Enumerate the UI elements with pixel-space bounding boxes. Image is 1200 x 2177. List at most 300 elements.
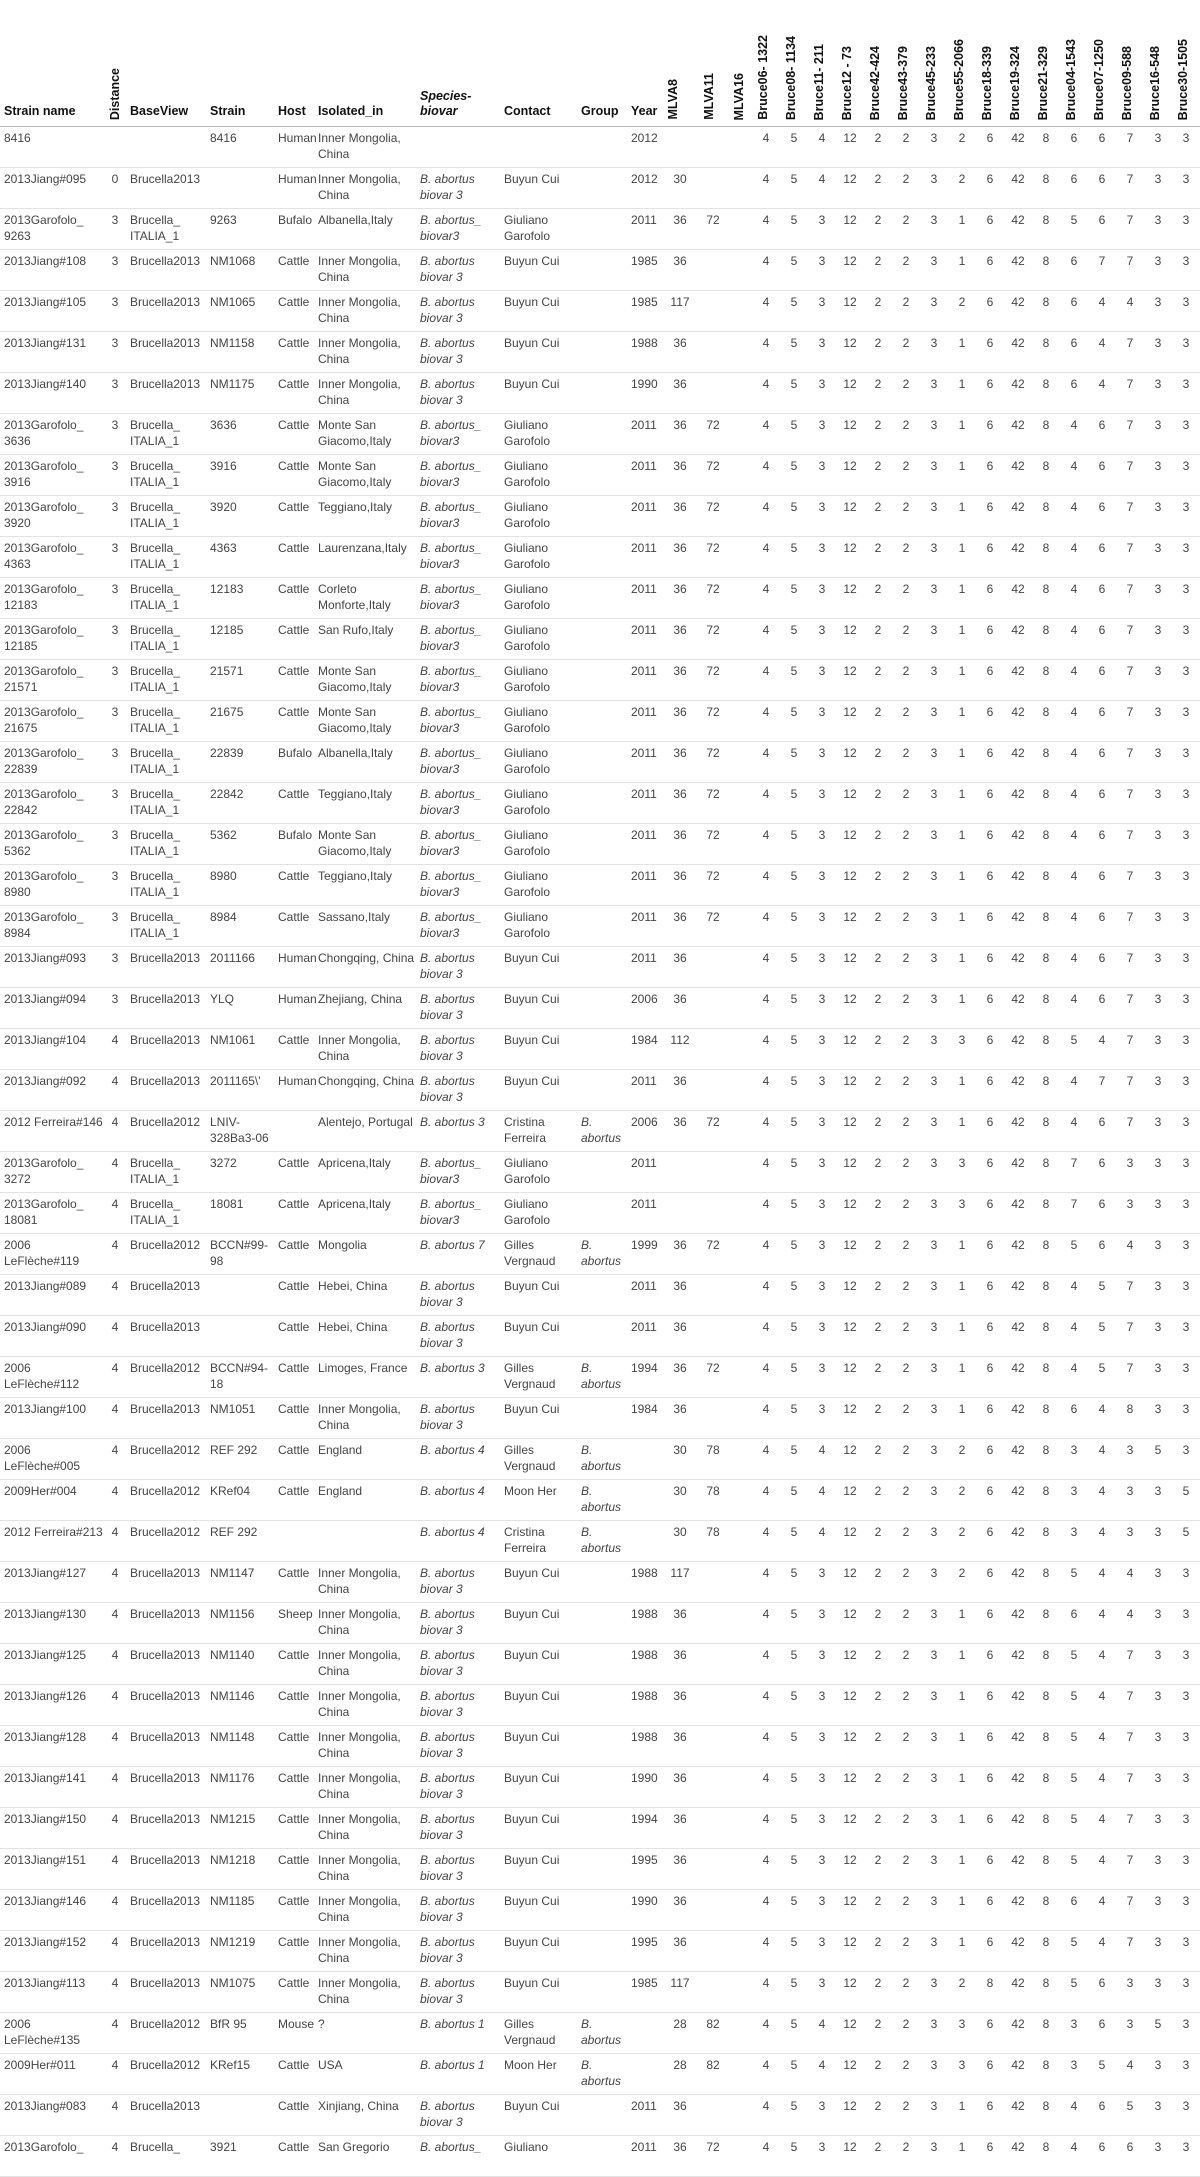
cell-locus-value: 6 — [1088, 988, 1116, 1029]
cell-locus-value: 12 — [836, 1603, 864, 1644]
cell-locus-value: 6 — [1088, 701, 1116, 742]
cell-locus-value: 4 — [808, 168, 836, 209]
cell-distance: 4 — [104, 1480, 126, 1521]
cell-locus-value: 2 — [892, 906, 920, 947]
cell-locus-value: 7 — [1116, 1070, 1144, 1111]
cell-locus-value: 42 — [1004, 1767, 1032, 1808]
cell-locus-value: 2 — [892, 1152, 920, 1193]
cell-locus-value: 5 — [1060, 1644, 1088, 1685]
cell-locus-value: 5 — [1144, 1439, 1172, 1480]
cell-host: Human — [274, 947, 314, 988]
cell-contact: Buyun Cui — [500, 2095, 577, 2136]
cell-mlva11 — [698, 1972, 728, 2013]
cell-host: Cattle — [274, 1849, 314, 1890]
cell-locus-value: 6 — [976, 1152, 1004, 1193]
cell-locus-value: 3 — [1144, 906, 1172, 947]
cell-locus-value: 12 — [836, 1890, 864, 1931]
cell-strain: BCCN#99-98 — [206, 1234, 274, 1275]
cell-locus-value: 42 — [1004, 1193, 1032, 1234]
cell-species-biovar: B. abortus_ biovar3 — [416, 1152, 500, 1193]
cell-locus-value: 6 — [1060, 1603, 1088, 1644]
cell-locus-value: 3 — [808, 742, 836, 783]
cell-locus-value: 3 — [920, 414, 948, 455]
cell-locus-value: 3 — [920, 1603, 948, 1644]
cell-baseview: Brucella2013 — [126, 373, 206, 414]
cell-year: 2011 — [627, 865, 662, 906]
cell-distance: 4 — [104, 1685, 126, 1726]
cell-locus-value: 42 — [1004, 1234, 1032, 1275]
cell-locus-value: 12 — [836, 1726, 864, 1767]
cell-locus-value: 8 — [1032, 906, 1060, 947]
cell-locus-value: 2 — [864, 947, 892, 988]
cell-locus-value: 6 — [976, 2136, 1004, 2177]
cell-locus-value: 4 — [752, 1275, 780, 1316]
cell-isolated-in: Inner Mongolia, China — [314, 1644, 416, 1685]
cell-locus-value: 42 — [1004, 906, 1032, 947]
cell-locus-value: 12 — [836, 250, 864, 291]
cell-locus-value: 6 — [1088, 1111, 1116, 1152]
cell-isolated-in: Inner Mongolia, China — [314, 1398, 416, 1439]
cell-strain-name: 2013Jiang#141 — [0, 1767, 104, 1808]
cell-strain: YLQ — [206, 988, 274, 1029]
cell-host: Cattle — [274, 660, 314, 701]
table-row — [0, 373, 1200, 414]
cell-locus-value: 3 — [808, 1808, 836, 1849]
cell-mlva16 — [728, 1193, 752, 1234]
cell-locus-value: 3 — [1144, 2054, 1172, 2095]
table-row — [0, 1275, 1200, 1316]
cell-host: Human — [274, 1070, 314, 1111]
cell-group — [577, 1316, 627, 1357]
cell-group — [577, 1398, 627, 1439]
cell-strain-name: 2013Jiang#094 — [0, 988, 104, 1029]
col-strain: Strain — [206, 0, 274, 127]
cell-locus-value: 2 — [864, 2095, 892, 2136]
cell-mlva16 — [728, 2054, 752, 2095]
cell-baseview: Brucella2012 — [126, 1439, 206, 1480]
cell-locus-value: 3 — [1144, 1685, 1172, 1726]
cell-isolated-in: Inner Mongolia, China — [314, 332, 416, 373]
cell-year: 2011 — [627, 660, 662, 701]
cell-mlva8: 36 — [662, 660, 698, 701]
col-locus-label: Bruce16-548 — [1148, 45, 1162, 120]
cell-locus-value: 5 — [1060, 1931, 1088, 1972]
cell-locus-value: 1 — [948, 373, 976, 414]
cell-year: 1990 — [627, 1767, 662, 1808]
cell-locus-value: 1 — [948, 1111, 976, 1152]
cell-distance: 4 — [104, 1398, 126, 1439]
cell-locus-value: 3 — [1144, 250, 1172, 291]
table-row — [0, 250, 1200, 291]
cell-locus-value: 6 — [1060, 1890, 1088, 1931]
cell-locus-value: 42 — [1004, 578, 1032, 619]
cell-locus-value: 2 — [892, 1644, 920, 1685]
cell-locus-value: 12 — [836, 1521, 864, 1562]
col-locus — [1172, 0, 1200, 127]
cell-locus-value: 6 — [976, 1316, 1004, 1357]
cell-locus-value: 4 — [1116, 291, 1144, 332]
cell-locus-value: 5 — [780, 1439, 808, 1480]
col-isolated-in: Isolated_in — [314, 0, 416, 127]
table-row — [0, 701, 1200, 742]
cell-locus-value: 3 — [808, 1316, 836, 1357]
cell-locus-value: 6 — [1088, 127, 1116, 168]
cell-locus-value: 3 — [1144, 1521, 1172, 1562]
cell-locus-value: 42 — [1004, 783, 1032, 824]
cell-locus-value: 8 — [1032, 1849, 1060, 1890]
cell-locus-value: 3 — [1172, 660, 1200, 701]
cell-group — [577, 1726, 627, 1767]
cell-locus-value: 42 — [1004, 619, 1032, 660]
col-locus-label: Bruce08- 1134 — [784, 35, 798, 120]
cell-isolated-in: Inner Mongolia, China — [314, 291, 416, 332]
cell-locus-value: 3 — [1172, 332, 1200, 373]
cell-locus-value: 3 — [1144, 865, 1172, 906]
cell-locus-value: 7 — [1116, 414, 1144, 455]
col-locus-label: Bruce11- 211 — [812, 43, 826, 120]
cell-locus-value: 2 — [892, 824, 920, 865]
cell-year: 1994 — [627, 1808, 662, 1849]
cell-baseview: Brucella_ ITALIA_1 — [126, 414, 206, 455]
cell-locus-value: 5 — [780, 1193, 808, 1234]
cell-baseview: Brucella2013 — [126, 1931, 206, 1972]
cell-locus-value: 4 — [752, 1070, 780, 1111]
cell-host: Cattle — [274, 906, 314, 947]
cell-locus-value: 7 — [1116, 619, 1144, 660]
cell-locus-value: 4 — [752, 1726, 780, 1767]
cell-locus-value: 1 — [948, 1808, 976, 1849]
cell-group — [577, 537, 627, 578]
cell-year: 2011 — [627, 783, 662, 824]
cell-strain-name: 2013Garofolo_ 22839 — [0, 742, 104, 783]
cell-locus-value: 4 — [808, 1439, 836, 1480]
cell-locus-value: 2 — [864, 988, 892, 1029]
cell-locus-value: 6 — [976, 1767, 1004, 1808]
col-mlva8 — [662, 0, 698, 127]
cell-locus-value: 7 — [1116, 250, 1144, 291]
cell-locus-value: 3 — [920, 1685, 948, 1726]
cell-locus-value: 4 — [1060, 906, 1088, 947]
cell-locus-value: 2 — [892, 1603, 920, 1644]
cell-locus-value: 3 — [920, 1029, 948, 1070]
cell-locus-value: 4 — [1088, 1644, 1116, 1685]
cell-baseview: Brucella2012 — [126, 1521, 206, 1562]
cell-locus-value: 7 — [1116, 1931, 1144, 1972]
cell-group — [577, 701, 627, 742]
cell-group — [577, 1029, 627, 1070]
cell-strain: 8416 — [206, 127, 274, 168]
cell-species-biovar: B. abortus biovar 3 — [416, 1685, 500, 1726]
cell-baseview: Brucella2012 — [126, 1357, 206, 1398]
cell-locus-value: 6 — [1088, 1193, 1116, 1234]
cell-locus-value: 3 — [808, 332, 836, 373]
cell-locus-value: 5 — [780, 1644, 808, 1685]
cell-species-biovar: B. abortus biovar 3 — [416, 1070, 500, 1111]
cell-locus-value: 6 — [1088, 578, 1116, 619]
cell-locus-value: 8 — [1032, 1726, 1060, 1767]
cell-locus-value: 3 — [1116, 1480, 1144, 1521]
cell-locus-value: 3 — [1144, 701, 1172, 742]
cell-mlva8: 36 — [662, 578, 698, 619]
cell-contact: Giuliano Garofolo — [500, 701, 577, 742]
cell-year: 2011 — [627, 742, 662, 783]
cell-year: 1984 — [627, 1398, 662, 1439]
cell-strain-name: 2013Garofolo_ 8980 — [0, 865, 104, 906]
cell-group — [577, 332, 627, 373]
cell-mlva16 — [728, 1562, 752, 1603]
cell-locus-value: 4 — [1060, 619, 1088, 660]
cell-locus-value: 3 — [920, 1070, 948, 1111]
cell-strain — [206, 1316, 274, 1357]
cell-host: Cattle — [274, 1029, 314, 1070]
cell-locus-value: 4 — [1088, 1521, 1116, 1562]
cell-locus-value: 3 — [1144, 1562, 1172, 1603]
cell-baseview: Brucella2013 — [126, 2095, 206, 2136]
cell-locus-value: 42 — [1004, 1562, 1032, 1603]
table-row — [0, 1808, 1200, 1849]
cell-isolated-in: Teggiano,Italy — [314, 496, 416, 537]
cell-locus-value: 3 — [1172, 2013, 1200, 2054]
cell-locus-value: 2 — [864, 250, 892, 291]
cell-locus-value: 3 — [1172, 1398, 1200, 1439]
cell-locus-value: 1 — [948, 1685, 976, 1726]
cell-locus-value: 42 — [1004, 537, 1032, 578]
cell-strain-name: 2013Jiang#092 — [0, 1070, 104, 1111]
cell-locus-value: 3 — [920, 865, 948, 906]
cell-locus-value: 7 — [1116, 988, 1144, 1029]
cell-locus-value: 6 — [976, 250, 1004, 291]
cell-locus-value: 3 — [808, 947, 836, 988]
cell-locus-value: 4 — [752, 1603, 780, 1644]
cell-group — [577, 578, 627, 619]
cell-host: Sheep — [274, 1603, 314, 1644]
cell-locus-value: 6 — [976, 2095, 1004, 2136]
cell-group: B. abortus — [577, 2013, 627, 2054]
cell-year: 2011 — [627, 578, 662, 619]
cell-locus-value: 3 — [808, 455, 836, 496]
cell-distance: 3 — [104, 865, 126, 906]
cell-locus-value: 2 — [892, 209, 920, 250]
cell-locus-value: 3 — [1172, 1439, 1200, 1480]
cell-locus-value: 5 — [780, 1972, 808, 2013]
cell-locus-value: 42 — [1004, 1029, 1032, 1070]
cell-locus-value: 4 — [752, 824, 780, 865]
table-row — [0, 209, 1200, 250]
cell-locus-value: 1 — [948, 660, 976, 701]
cell-distance: 4 — [104, 2095, 126, 2136]
cell-mlva16 — [728, 1767, 752, 1808]
cell-locus-value: 3 — [920, 332, 948, 373]
cell-year: 1999 — [627, 1234, 662, 1275]
cell-mlva8: 36 — [662, 1316, 698, 1357]
cell-mlva16 — [728, 496, 752, 537]
cell-host: Human — [274, 988, 314, 1029]
cell-locus-value: 8 — [1032, 1972, 1060, 2013]
cell-locus-value: 1 — [948, 988, 976, 1029]
cell-host: Cattle — [274, 1726, 314, 1767]
cell-contact: Buyun Cui — [500, 1029, 577, 1070]
cell-locus-value: 3 — [808, 1890, 836, 1931]
col-locus-label: Bruce19-324 — [1008, 45, 1022, 120]
cell-locus-value: 7 — [1116, 1275, 1144, 1316]
cell-locus-value: 3 — [1172, 619, 1200, 660]
cell-locus-value: 2 — [892, 2054, 920, 2095]
cell-locus-value: 3 — [920, 1644, 948, 1685]
cell-locus-value: 4 — [1088, 1398, 1116, 1439]
cell-locus-value: 12 — [836, 1931, 864, 1972]
cell-contact: Buyun Cui — [500, 1931, 577, 1972]
cell-locus-value: 3 — [1144, 1316, 1172, 1357]
cell-locus-value: 8 — [1032, 1644, 1060, 1685]
cell-host: Cattle — [274, 701, 314, 742]
cell-locus-value: 3 — [920, 1562, 948, 1603]
cell-locus-value: 12 — [836, 619, 864, 660]
cell-locus-value: 2 — [892, 1972, 920, 2013]
cell-baseview: Brucella_ ITALIA_1 — [126, 701, 206, 742]
cell-host: Cattle — [274, 1316, 314, 1357]
cell-locus-value: 2 — [864, 1070, 892, 1111]
cell-locus-value: 12 — [836, 2136, 864, 2177]
cell-mlva8: 36 — [662, 1849, 698, 1890]
cell-locus-value: 2 — [864, 660, 892, 701]
cell-baseview: Brucella2013 — [126, 1726, 206, 1767]
cell-group: B. abortus — [577, 1234, 627, 1275]
cell-locus-value: 6 — [1116, 2136, 1144, 2177]
cell-locus-value: 3 — [808, 1152, 836, 1193]
cell-locus-value: 8 — [1032, 1357, 1060, 1398]
cell-species-biovar: B. abortus_ biovar3 — [416, 865, 500, 906]
cell-locus-value: 12 — [836, 1644, 864, 1685]
cell-locus-value: 3 — [1172, 865, 1200, 906]
cell-locus-value: 4 — [1088, 332, 1116, 373]
cell-mlva11: 72 — [698, 2136, 728, 2177]
cell-group — [577, 742, 627, 783]
cell-strain-name: 2009Her#004 — [0, 1480, 104, 1521]
cell-mlva8: 36 — [662, 2095, 698, 2136]
cell-strain: 2011166 — [206, 947, 274, 988]
cell-locus-value: 2 — [892, 537, 920, 578]
cell-locus-value: 8 — [1032, 1808, 1060, 1849]
cell-locus-value: 5 — [780, 1029, 808, 1070]
cell-locus-value: 3 — [808, 865, 836, 906]
cell-year: 1985 — [627, 291, 662, 332]
cell-contact: Giuliano Garofolo — [500, 209, 577, 250]
cell-strain: NM1147 — [206, 1562, 274, 1603]
cell-locus-value: 7 — [1116, 783, 1144, 824]
cell-locus-value: 3 — [1172, 1644, 1200, 1685]
cell-mlva11: 82 — [698, 2054, 728, 2095]
cell-locus-value: 3 — [808, 1931, 836, 1972]
cell-mlva8: 36 — [662, 742, 698, 783]
cell-mlva16 — [728, 1726, 752, 1767]
cell-mlva16 — [728, 1439, 752, 1480]
cell-locus-value: 5 — [780, 824, 808, 865]
cell-locus-value: 6 — [976, 1275, 1004, 1316]
cell-host: Cattle — [274, 1808, 314, 1849]
table-row — [0, 619, 1200, 660]
cell-locus-value: 6 — [1060, 250, 1088, 291]
cell-year: 2006 — [627, 988, 662, 1029]
cell-locus-value: 5 — [1172, 1521, 1200, 1562]
cell-locus-value: 8 — [1032, 1480, 1060, 1521]
cell-locus-value: 4 — [752, 1152, 780, 1193]
table-row — [0, 1562, 1200, 1603]
cell-baseview: Brucella_ — [126, 2136, 206, 2177]
cell-host: Human — [274, 127, 314, 168]
cell-contact: Buyun Cui — [500, 1070, 577, 1111]
cell-locus-value: 4 — [752, 373, 780, 414]
cell-locus-value: 42 — [1004, 455, 1032, 496]
cell-locus-value: 2 — [892, 660, 920, 701]
cell-locus-value: 4 — [1060, 414, 1088, 455]
cell-baseview: Brucella2013 — [126, 1808, 206, 1849]
cell-species-biovar: B. abortus biovar 3 — [416, 1849, 500, 1890]
cell-locus-value: 1 — [948, 865, 976, 906]
col-locus-label: Bruce21-329 — [1036, 45, 1050, 120]
cell-locus-value: 2 — [948, 127, 976, 168]
cell-locus-value: 2 — [892, 865, 920, 906]
cell-locus-value: 8 — [1032, 1685, 1060, 1726]
cell-isolated-in: Inner Mongolia, China — [314, 1767, 416, 1808]
cell-strain: 22842 — [206, 783, 274, 824]
cell-locus-value: 2 — [892, 578, 920, 619]
cell-locus-value: 5 — [780, 1357, 808, 1398]
cell-locus-value: 4 — [752, 865, 780, 906]
cell-locus-value: 8 — [1032, 660, 1060, 701]
cell-group — [577, 127, 627, 168]
cell-locus-value: 12 — [836, 1070, 864, 1111]
cell-locus-value: 2 — [864, 1644, 892, 1685]
cell-strain: NM1218 — [206, 1849, 274, 1890]
cell-locus-value: 3 — [1172, 1972, 1200, 2013]
cell-locus-value: 3 — [920, 578, 948, 619]
cell-locus-value: 3 — [1144, 1193, 1172, 1234]
cell-locus-value: 12 — [836, 2095, 864, 2136]
cell-locus-value: 8 — [1032, 1603, 1060, 1644]
cell-locus-value: 3 — [920, 455, 948, 496]
cell-baseview: Brucella2013 — [126, 1398, 206, 1439]
cell-distance: 4 — [104, 1603, 126, 1644]
cell-locus-value: 4 — [1116, 1603, 1144, 1644]
cell-locus-value: 1 — [948, 1849, 976, 1890]
cell-contact: Buyun Cui — [500, 1398, 577, 1439]
cell-locus-value: 1 — [948, 947, 976, 988]
cell-strain: NM1148 — [206, 1726, 274, 1767]
cell-mlva16 — [728, 291, 752, 332]
cell-locus-value: 5 — [780, 291, 808, 332]
cell-locus-value: 4 — [1088, 1685, 1116, 1726]
cell-locus-value: 7 — [1116, 209, 1144, 250]
cell-distance: 4 — [104, 1316, 126, 1357]
cell-locus-value: 12 — [836, 2054, 864, 2095]
cell-locus-value: 5 — [780, 2095, 808, 2136]
cell-locus-value: 7 — [1116, 701, 1144, 742]
cell-species-biovar: B. abortus biovar 3 — [416, 1726, 500, 1767]
cell-locus-value: 6 — [1088, 824, 1116, 865]
cell-locus-value: 4 — [752, 1685, 780, 1726]
cell-mlva16 — [728, 1480, 752, 1521]
col-locus-label: Bruce42-424 — [868, 45, 882, 120]
cell-locus-value: 42 — [1004, 1726, 1032, 1767]
cell-species-biovar: B. abortus biovar 3 — [416, 1644, 500, 1685]
cell-locus-value: 3 — [1144, 1644, 1172, 1685]
table-row — [0, 2136, 1200, 2177]
cell-locus-value: 3 — [1144, 291, 1172, 332]
cell-mlva8: 36 — [662, 1685, 698, 1726]
cell-locus-value: 5 — [780, 1480, 808, 1521]
cell-mlva16 — [728, 1316, 752, 1357]
cell-locus-value: 2 — [892, 1685, 920, 1726]
